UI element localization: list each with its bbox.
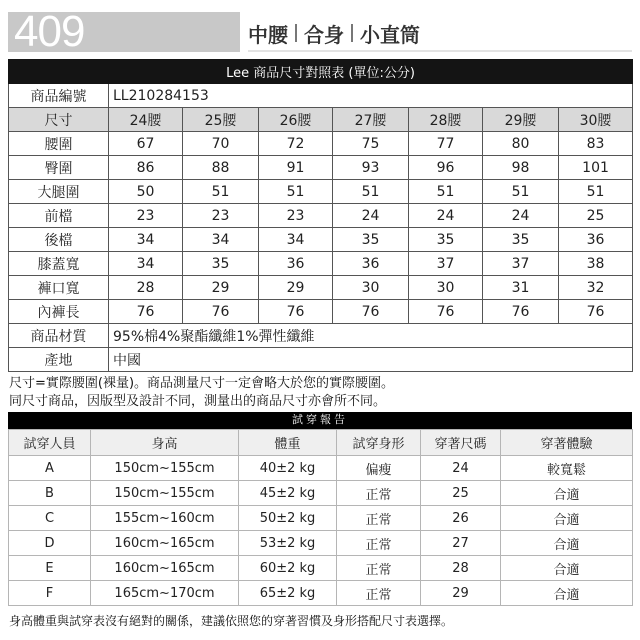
measurement-value: 51 <box>259 180 333 204</box>
try-on-cell: 較寬鬆 <box>501 456 633 481</box>
size-chart-table <box>8 59 633 372</box>
try-on-cell: 40±2 kg <box>239 456 337 481</box>
size-chart-title: Lee 商品尺寸對照表 (單位:公分) <box>9 60 633 84</box>
try-on-row <box>9 581 633 606</box>
try-on-header-cell: 穿著體驗 <box>501 430 633 456</box>
try-on-cell: 合適 <box>501 581 633 606</box>
measurement-label: 大腿圍 <box>9 180 109 204</box>
measurement-value: 51 <box>483 180 559 204</box>
origin-value: 中國 <box>109 348 633 372</box>
try-on-header-cell: 試穿人員 <box>9 430 91 456</box>
measurement-value: 35 <box>183 252 259 276</box>
measurement-value: 23 <box>259 204 333 228</box>
measurement-row <box>9 156 633 180</box>
try-on-cell: 50±2 kg <box>239 506 337 531</box>
measurement-value: 93 <box>333 156 409 180</box>
measurement-value: 28 <box>109 276 183 300</box>
try-on-cell: 正常 <box>337 556 421 581</box>
measurement-value: 37 <box>483 252 559 276</box>
try-on-cell: 24 <box>421 456 501 481</box>
size-header-row <box>9 108 633 132</box>
measurement-value: 76 <box>483 300 559 324</box>
try-on-cell: 27 <box>421 531 501 556</box>
size-header-cell: 24腰 <box>109 108 183 132</box>
measurement-label: 前檔 <box>9 204 109 228</box>
try-on-footnote: 身高體重與試穿表沒有絕對的關係，建議依照您的穿著習慣及身形搭配尺寸表選擇。 <box>9 614 454 628</box>
try-on-cell: 160cm~165cm <box>91 556 239 581</box>
measurement-value: 35 <box>483 228 559 252</box>
measurement-value: 31 <box>483 276 559 300</box>
measurement-row <box>9 276 633 300</box>
style-tag-cut: 小直筒 <box>360 22 420 47</box>
try-on-cell: C <box>9 506 91 531</box>
size-header-cell: 29腰 <box>483 108 559 132</box>
measurement-value: 24 <box>333 204 409 228</box>
try-on-cell: 160cm~165cm <box>91 531 239 556</box>
measurement-value: 86 <box>109 156 183 180</box>
header-underline <box>248 50 632 52</box>
measurement-value: 67 <box>109 132 183 156</box>
measurement-value: 24 <box>483 204 559 228</box>
measurement-value: 51 <box>333 180 409 204</box>
try-on-cell: A <box>9 456 91 481</box>
try-on-cell: 150cm~155cm <box>91 456 239 481</box>
try-on-title: 試穿報告 <box>8 412 632 429</box>
size-header-cell: 25腰 <box>183 108 259 132</box>
try-on-cell: 正常 <box>337 506 421 531</box>
measurement-value: 51 <box>183 180 259 204</box>
measurement-value: 76 <box>259 300 333 324</box>
measurement-value: 76 <box>409 300 483 324</box>
measurement-value: 30 <box>333 276 409 300</box>
measurement-value: 76 <box>183 300 259 324</box>
style-tags <box>248 20 420 46</box>
try-on-header-cell: 體重 <box>239 430 337 456</box>
origin-row <box>9 348 633 372</box>
measurement-value: 75 <box>333 132 409 156</box>
measurement-value: 36 <box>259 252 333 276</box>
measurement-value: 36 <box>333 252 409 276</box>
measurement-value: 98 <box>483 156 559 180</box>
try-on-cell: 28 <box>421 556 501 581</box>
measurement-row <box>9 228 633 252</box>
product-code-value: LL210284153 <box>109 84 633 108</box>
try-on-cell: 150cm~155cm <box>91 481 239 506</box>
measurement-row <box>9 180 633 204</box>
measurement-value: 76 <box>109 300 183 324</box>
try-on-cell: 53±2 kg <box>239 531 337 556</box>
material-label: 商品材質 <box>9 324 109 348</box>
measurement-label: 臀圍 <box>9 156 109 180</box>
measurement-row <box>9 132 633 156</box>
measurement-value: 70 <box>183 132 259 156</box>
try-on-cell: 正常 <box>337 481 421 506</box>
size-note: 同尺寸商品，因版型及設計不同，測量出的商品尺寸亦會所不同。 <box>9 394 387 409</box>
measurement-value: 23 <box>109 204 183 228</box>
style-separator <box>295 24 297 42</box>
measurement-value: 91 <box>259 156 333 180</box>
size-header-label: 尺寸 <box>9 108 109 132</box>
measurement-value: 80 <box>483 132 559 156</box>
material-value: 95%棉4%聚酯纖維1%彈性纖維 <box>109 324 633 348</box>
measurement-label: 內褲長 <box>9 300 109 324</box>
model-number-badge: 409 <box>8 12 240 52</box>
measurement-value: 24 <box>409 204 483 228</box>
try-on-cell: 偏瘦 <box>337 456 421 481</box>
try-on-cell: 155cm~160cm <box>91 506 239 531</box>
measurement-value: 77 <box>409 132 483 156</box>
measurement-value: 51 <box>409 180 483 204</box>
try-on-table <box>8 429 633 606</box>
size-chart-title-row <box>9 60 633 84</box>
try-on-cell: F <box>9 581 91 606</box>
measurement-value: 50 <box>109 180 183 204</box>
size-note: 尺寸=實際腰圍(裸量)。商品測量尺寸一定會略大於您的實際腰圍。 <box>9 376 395 391</box>
measurement-value: 88 <box>183 156 259 180</box>
measurement-value: 29 <box>259 276 333 300</box>
measurement-value: 34 <box>183 228 259 252</box>
try-on-cell: 正常 <box>337 531 421 556</box>
measurement-value: 76 <box>559 300 633 324</box>
style-separator <box>351 24 353 42</box>
try-on-cell: 65±2 kg <box>239 581 337 606</box>
try-on-cell: 29 <box>421 581 501 606</box>
measurement-value: 29 <box>183 276 259 300</box>
try-on-cell: B <box>9 481 91 506</box>
try-on-row <box>9 481 633 506</box>
try-on-cell: 合適 <box>501 506 633 531</box>
try-on-cell: E <box>9 556 91 581</box>
size-header-cell: 26腰 <box>259 108 333 132</box>
measurement-value: 101 <box>559 156 633 180</box>
try-on-row <box>9 556 633 581</box>
measurement-row <box>9 300 633 324</box>
size-header-cell: 27腰 <box>333 108 409 132</box>
try-on-cell: 60±2 kg <box>239 556 337 581</box>
size-header-cell: 28腰 <box>409 108 483 132</box>
measurement-value: 34 <box>109 228 183 252</box>
style-tag-fit: 合身 <box>304 22 344 47</box>
measurement-value: 23 <box>183 204 259 228</box>
try-on-header-cell: 試穿身形 <box>337 430 421 456</box>
try-on-cell: D <box>9 531 91 556</box>
measurement-value: 36 <box>559 228 633 252</box>
measurement-row <box>9 204 633 228</box>
measurement-value: 35 <box>409 228 483 252</box>
measurement-value: 76 <box>333 300 409 324</box>
measurement-value: 34 <box>259 228 333 252</box>
measurement-label: 腰圍 <box>9 132 109 156</box>
try-on-header-cell: 穿著尺碼 <box>421 430 501 456</box>
measurement-value: 38 <box>559 252 633 276</box>
measurement-value: 37 <box>409 252 483 276</box>
try-on-cell: 45±2 kg <box>239 481 337 506</box>
measurement-value: 72 <box>259 132 333 156</box>
try-on-cell: 165cm~170cm <box>91 581 239 606</box>
try-on-header-row <box>9 430 633 456</box>
origin-label: 產地 <box>9 348 109 372</box>
material-row <box>9 324 633 348</box>
try-on-cell: 合適 <box>501 556 633 581</box>
try-on-cell: 合適 <box>501 531 633 556</box>
try-on-cell: 合適 <box>501 481 633 506</box>
try-on-cell: 正常 <box>337 581 421 606</box>
measurement-value: 35 <box>333 228 409 252</box>
try-on-row <box>9 531 633 556</box>
measurement-value: 34 <box>109 252 183 276</box>
style-tag-rise: 中腰 <box>248 22 288 47</box>
product-code-label: 商品編號 <box>9 84 109 108</box>
try-on-header-cell: 身高 <box>91 430 239 456</box>
measurement-value: 96 <box>409 156 483 180</box>
product-code-row <box>9 84 633 108</box>
measurement-row <box>9 252 633 276</box>
measurement-label: 後檔 <box>9 228 109 252</box>
try-on-cell: 26 <box>421 506 501 531</box>
measurement-label: 褲口寬 <box>9 276 109 300</box>
measurement-value: 83 <box>559 132 633 156</box>
measurement-value: 30 <box>409 276 483 300</box>
size-notes <box>9 375 394 411</box>
try-on-row <box>9 506 633 531</box>
measurement-value: 32 <box>559 276 633 300</box>
try-on-cell: 25 <box>421 481 501 506</box>
measurement-value: 51 <box>559 180 633 204</box>
try-on-row <box>9 456 633 481</box>
size-header-cell: 30腰 <box>559 108 633 132</box>
measurement-label: 膝蓋寬 <box>9 252 109 276</box>
measurement-value: 25 <box>559 204 633 228</box>
